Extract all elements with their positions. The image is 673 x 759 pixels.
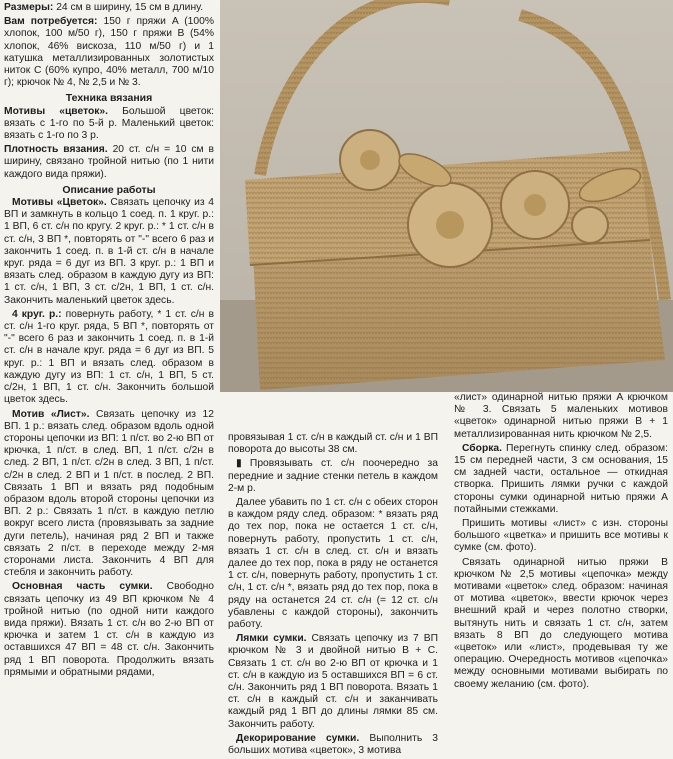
- leaf-text: Связать цепочку из 12 ВП. 1 р.: вязать след. образом вдоль одной стороны цепочки из ВП: 1 п/ст. во 2-ю ВП от крючка, 1 п/ст. в след. ВП, 1 п/ст. с/2н в след. 2 ВП, 1 п/ст. с/2н в след. 3 ВП, 1 п/ст. с/2н в след. 2 ВП и 1 п/ст. в послед. 2 ВП. Связать 1 ВП и вязать ряд подобным образом вдоль второй стороны цепочки из ВП. 2 р.: Связать 1 п/ст. в каждую петлю вокруг всего листа (провязывать за задние дуги петель), начиная ряд 2 ВП и также связать 2 п/ст. в переходе между 2-мя сторонами листа. Закончить 4 ВП для стебля и закончить работу.: [4, 408, 214, 579]
- assembly-text: Перегнуть спинку след. образом: 15 см передней части, 3 см основания, 15 см задней части, остальное — откидная створка. Пришить лямки ручки с каждой стороны сумки одинарной нитью пряжи A потайными стежками.: [454, 442, 668, 515]
- col2-paragraph-1: провязывая 1 ст. с/н в каждый ст. с/н и 1 ВП поворота до высоты 38 см.: [228, 432, 438, 456]
- round4-label: 4 круг. р.:: [12, 308, 62, 320]
- col3-paragraph-3: Пришить мотивы «лист» с изн. стороны большого «цветка» и пришить все мотивы к сумке (см. фото).: [454, 518, 668, 554]
- column-2: [228, 432, 438, 759]
- leaf-label: Мотив «Лист».: [12, 408, 90, 420]
- deco-label: Декорирование сумки.: [236, 732, 360, 744]
- flower-motif-4: [572, 207, 608, 243]
- flower-text: Связать цепочку из 4 ВП и замкнуть в кольцо 1 соед. п. 1 круг. р.: 1 ВП, 6 ст. с/н по кругу. 2 круг. р.: * 1 ст. с/н в ст. с/н, 3 ВП *, повторять от "-" всего 6 раз и закончить 1 соед. п. в 1-й ст. с/н в начале круг. ряда = 6 дуг из ВП. 3 круг. р.: 1 ВП и вязать след. образом в каждую дугу из ВП: 1 ст. с/н, 1 ВП, 3 ст. с/2н, 1 ВП, 1 ст. с/н. Закончить маленький цветок здесь.: [4, 197, 214, 306]
- density-paragraph: [4, 144, 214, 181]
- col2-paragraph-2: [228, 458, 438, 495]
- motifs-label: Мотивы «цветок».: [4, 105, 109, 117]
- col2-paragraph-3: Далее убавить по 1 ст. с/н с обеих сторон в каждом ряду след. образом: * вязать ряд до тех пор, пока не остается 1 ст. с/н, повернуть работу, пропустить 1 ст. с/н, вязать 1 ст. с/н в след. ст. с/н и вязать далее до тех пор, пока в ряду не останется 1 ст. с/н, повернуть работу, пропустить 1 ст. с/н, 1 ст. с/н *, вязать ряд до тех пор, пока в ряду на останется 24 ст. с/н (= 12 ст. с/н убавлены с каждой стороны), закончить работу.: [228, 497, 438, 631]
- note-icon: ▮: [236, 458, 250, 470]
- density-text: 20 ст. с/н = 10 см в ширину, связано тройной нитью (по 1 нити каждого вида пряжи).: [4, 144, 215, 180]
- main-part-paragraph: [4, 581, 214, 679]
- flower-motif-1: [340, 130, 400, 190]
- straps-paragraph: [228, 633, 438, 731]
- motifs-paragraph: [4, 106, 214, 143]
- sizes-label: Размеры:: [4, 2, 54, 13]
- technique-heading: Техника вязания: [65, 92, 153, 105]
- materials-text: 150 г пряжи A (100% хлопок, 100 м/50 г), 150 г пряжи B (54% хлопок, 46% вискоза, 110 м/50 г) и 1 катушка металлизированных золотистых ниток C (60% купро, 40% металл, 700 м/10 г); крючок № 4, № 2,5 и № 3.: [4, 16, 214, 89]
- straps-text: Связать цепочку из 7 ВП крючком № 3 и двойной нитью B + C. Связать 1 ст. с/н во 2-ю ВП от крючка и 1 ст. с/н в каждую из 5 оставшихся ВП = 6 ст. с/н. Закончить ряд 1 ВП поворота. Вязать 1 ст. с/н в каждый ст. с/н и заканчивать каждый ряд 1 ВП до длины лямки 85 см. Закончить работу.: [228, 633, 438, 730]
- deco-text: Выполнить 3 больших мотива «цветок», 3 мотива: [228, 732, 438, 757]
- motifs-text: Большой цветок: вязать с 1-го по 5-й р. Маленький цветок: вязать с 1-го по 3 р.: [4, 105, 215, 142]
- sizes-paragraph: [4, 2, 214, 14]
- straps-label: Лямки сумки.: [236, 633, 307, 645]
- round4-text: повернуть работу, * 1 ст. с/н в ст. с/н 1-го круг. ряда, 5 ВП *, повторять от "-" всего 6 раз и закончить 1 соед. п. в 1-й ст. с/н в начале круг. ряда = 6 дуг из ВП. 5 круг. р.: 1 ВП и вязать след. образом в каждую дугу из ВП: 1 ст. с/н, 1 ВП, 5 ст. с/2н, 1 ВП, 1 ст. с/н. Закончить большой цветок здесь.: [4, 308, 214, 406]
- work-heading: Описание работы: [62, 183, 156, 196]
- assembly-label: Сборка.: [462, 442, 502, 454]
- leaf-paragraph: [4, 409, 214, 580]
- main-part-text: Свободно связать цепочку из 49 ВП крючком № 4 тройной нитью (по одной нити каждого вида пряжи). Вязать 1 ст. с/н во 2-ю ВП от крючка и затем 1 ст. с/н в каждую из оставшихся 47 ВП = 48 ст. с/н. Закончить ряд 1 ВП поворота. Продолжить вязать прямыми и обратными рядами,: [4, 581, 214, 678]
- col3-paragraph-4: Связать одинарной нитью пряжи B крючком № 2,5 мотивы «цепочка» между мотивами «цветок» след. образом: начиная от мотива «цветок», ввести крючок через внешний край и через полотно створки, вытянуть нить и связать 1 ст. с/н, затем вязать 8 ВП до следующего мотива «цветок» или «лист», продевывая ту же операцию. Очередность мотивов «цепочка» между основными мотивами выбирать по своему желанию (см. фото).: [454, 556, 668, 690]
- column-1: [4, 2, 214, 681]
- photo-edge: [440, 392, 454, 432]
- flower-motif-2: [408, 183, 492, 267]
- sizes-text: 24 см в ширину, 15 см в длину.: [56, 2, 204, 13]
- bag-illustration: [220, 0, 673, 392]
- flower-label: Мотивы «Цветок».: [12, 197, 107, 209]
- round4-paragraph: [4, 309, 214, 407]
- materials-label: Вам потребуется:: [4, 16, 98, 28]
- flower-motif-3: [501, 171, 569, 239]
- materials-paragraph: [4, 16, 214, 89]
- column-3: [454, 392, 668, 693]
- deco-paragraph: [228, 733, 438, 757]
- flower-paragraph: [4, 197, 214, 307]
- bag-photo: [220, 0, 673, 392]
- assembly-paragraph: [454, 443, 668, 516]
- col3-paragraph-1: «лист» одинарной нитью пряжи A крючком № 3. Связать 5 маленьких мотивов «цветок» одинарной нитью пряжи B + 1 металлизированная нить крючком № 2,5.: [454, 392, 668, 440]
- density-label: Плотность вязания.: [4, 144, 108, 156]
- main-part-label: Основная часть сумки.: [12, 581, 153, 593]
- col2-paragraph-2-text: Провязывать ст. с/н поочередно за передние и задние стенки петель в каждом 2-м р.: [228, 458, 439, 494]
